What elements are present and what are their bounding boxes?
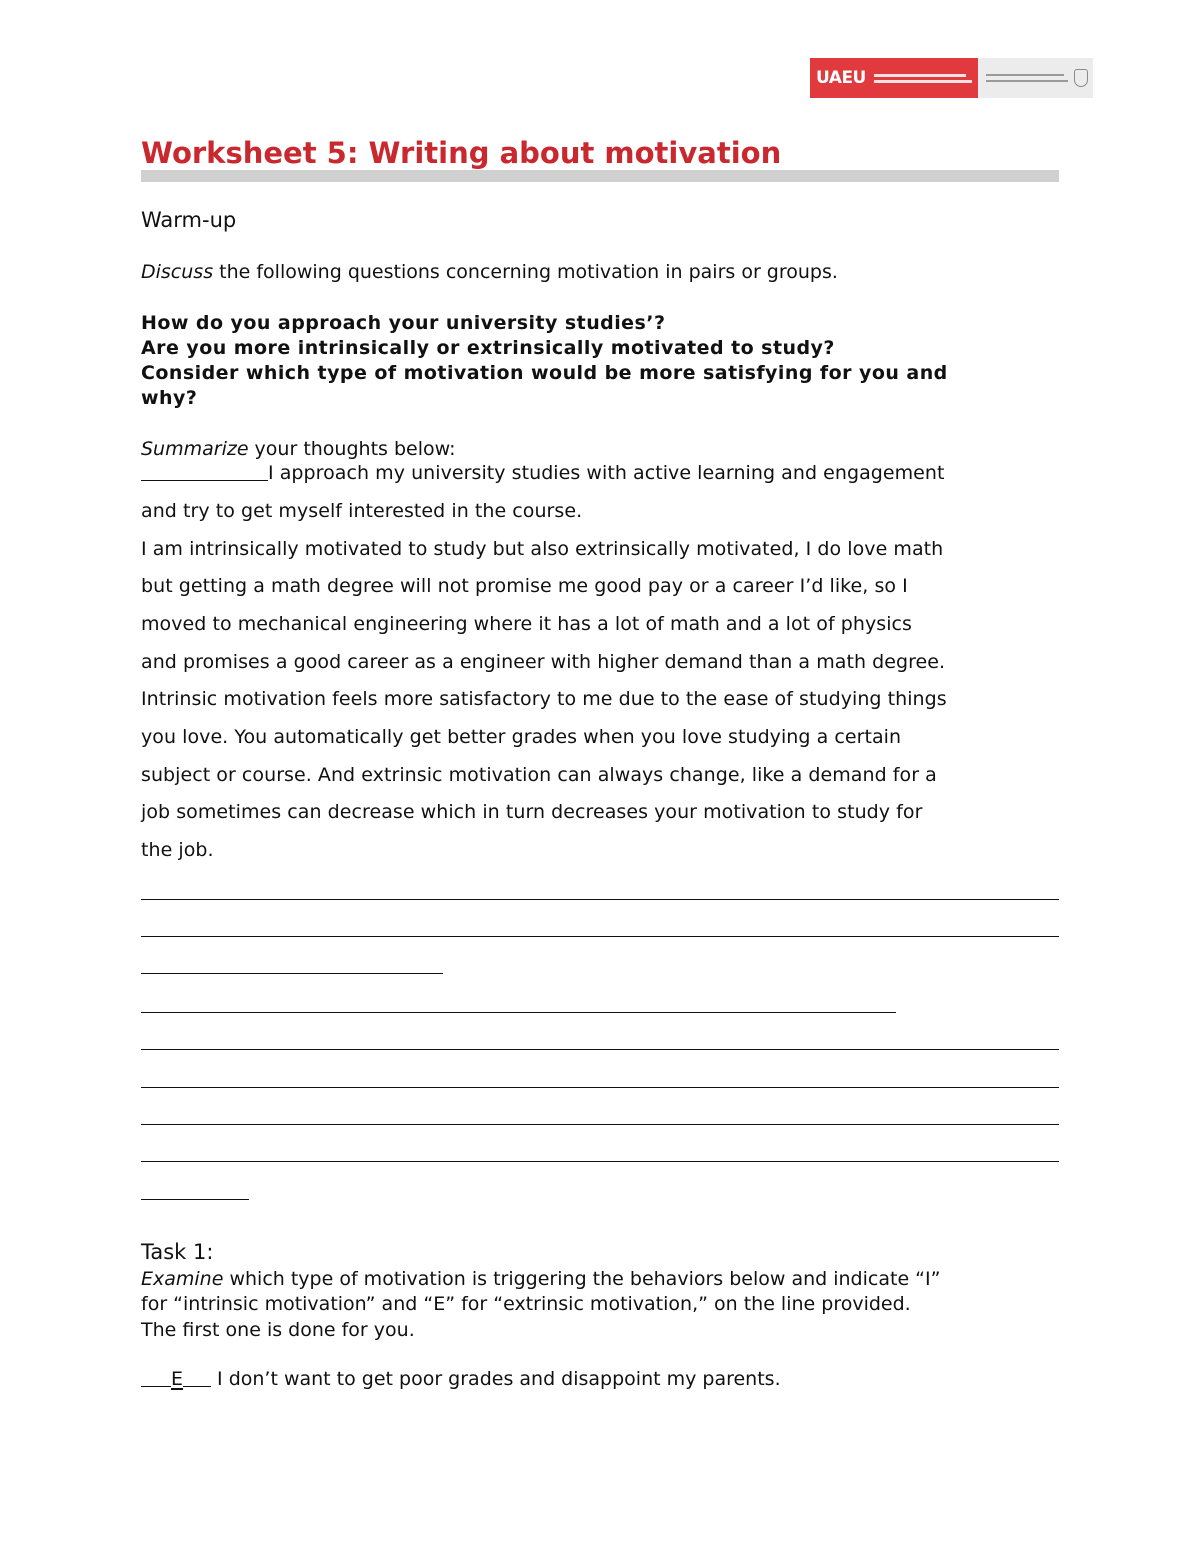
task1-instruction-verb: Examine <box>141 1268 224 1290</box>
logo-gray-text-lines <box>986 74 1068 82</box>
task1-item-1-text: I don’t want to get poor grades and disappoint my parents. <box>211 1368 781 1390</box>
writing-line[interactable] <box>141 1161 1059 1162</box>
answer-line-3[interactable]: I am intrinsically motivated to study but also extrinsically motivated, I do love math <box>141 538 944 560</box>
writing-line[interactable] <box>141 1049 1059 1050</box>
warmup-instruction-verb: Discuss <box>141 261 214 283</box>
warmup-instruction-text: the following questions concerning motivation in pairs or groups. <box>213 261 838 283</box>
title-rule <box>141 170 1059 182</box>
question-2: Are you more intrinsically or extrinsically motivated to study? <box>141 337 835 359</box>
answer-line-5[interactable]: moved to mechanical engineering where it has a lot of math and a lot of physics <box>141 613 912 635</box>
logo-text-lines <box>874 74 972 83</box>
warmup-heading: Warm-up <box>141 208 237 232</box>
answer-text: I approach my university studies with active learning and engagement <box>268 462 945 484</box>
writing-line[interactable] <box>141 1087 1059 1088</box>
answer-line-11[interactable]: the job. <box>141 839 214 861</box>
question-1: How do you approach your university studies’? <box>141 312 666 334</box>
logo-red-panel <box>810 58 978 98</box>
page-title: Worksheet 5: Writing about motivation <box>141 136 782 170</box>
summarize-verb: Summarize <box>141 438 249 460</box>
answer-blank <box>141 462 268 481</box>
question-3-cont: why? <box>141 387 198 409</box>
writing-line[interactable] <box>141 1012 896 1013</box>
task1-instruction-line-3: The first one is done for you. <box>141 1319 415 1341</box>
summarize-instruction <box>141 437 456 461</box>
task1-instruction-text: which type of motivation is triggering the behaviors below and indicate “I” <box>223 1268 941 1290</box>
logo-gray-panel <box>978 58 1093 98</box>
task1-instruction-line-1 <box>141 1267 940 1291</box>
answer-line-6[interactable]: and promises a good career as a engineer with higher demand than a math degree. <box>141 651 946 673</box>
task1-instruction-line-2: for “intrinsic motivation” and “E” for “extrinsic motivation,” on the line provided. <box>141 1293 911 1315</box>
crest-icon <box>1074 69 1088 87</box>
answer-line-9[interactable]: subject or course. And extrinsic motivation can always change, like a demand for a <box>141 764 937 786</box>
task1-item-1 <box>141 1367 781 1391</box>
writing-line[interactable] <box>141 899 1059 900</box>
answer-line-1[interactable] <box>141 461 945 485</box>
answer-line-8[interactable]: you love. You automatically get better grades when you love studying a certain <box>141 726 902 748</box>
writing-line[interactable] <box>141 1199 249 1200</box>
writing-line[interactable] <box>141 936 1059 937</box>
logo-mark: UAEU <box>816 68 866 88</box>
task1-heading: Task 1: <box>141 1240 214 1264</box>
answer-line-7[interactable]: Intrinsic motivation feels more satisfactory to me due to the ease of studying things <box>141 688 947 710</box>
university-logo <box>810 58 1093 98</box>
summarize-text: your thoughts below: <box>248 438 456 460</box>
writing-line[interactable] <box>141 1124 1059 1125</box>
task1-item-1-answer[interactable]: E <box>171 1368 184 1390</box>
answer-line-10[interactable]: job sometimes can decrease which in turn decreases your motivation to study for <box>141 801 923 823</box>
answer-line-4[interactable]: but getting a math degree will not promise me good pay or a career I’d like, so I <box>141 575 908 597</box>
question-3: Consider which type of motivation would be more satisfying for you and <box>141 362 948 384</box>
writing-line[interactable] <box>141 973 443 974</box>
answer-line-2[interactable]: and try to get myself interested in the course. <box>141 500 583 522</box>
warmup-instruction <box>141 260 838 284</box>
